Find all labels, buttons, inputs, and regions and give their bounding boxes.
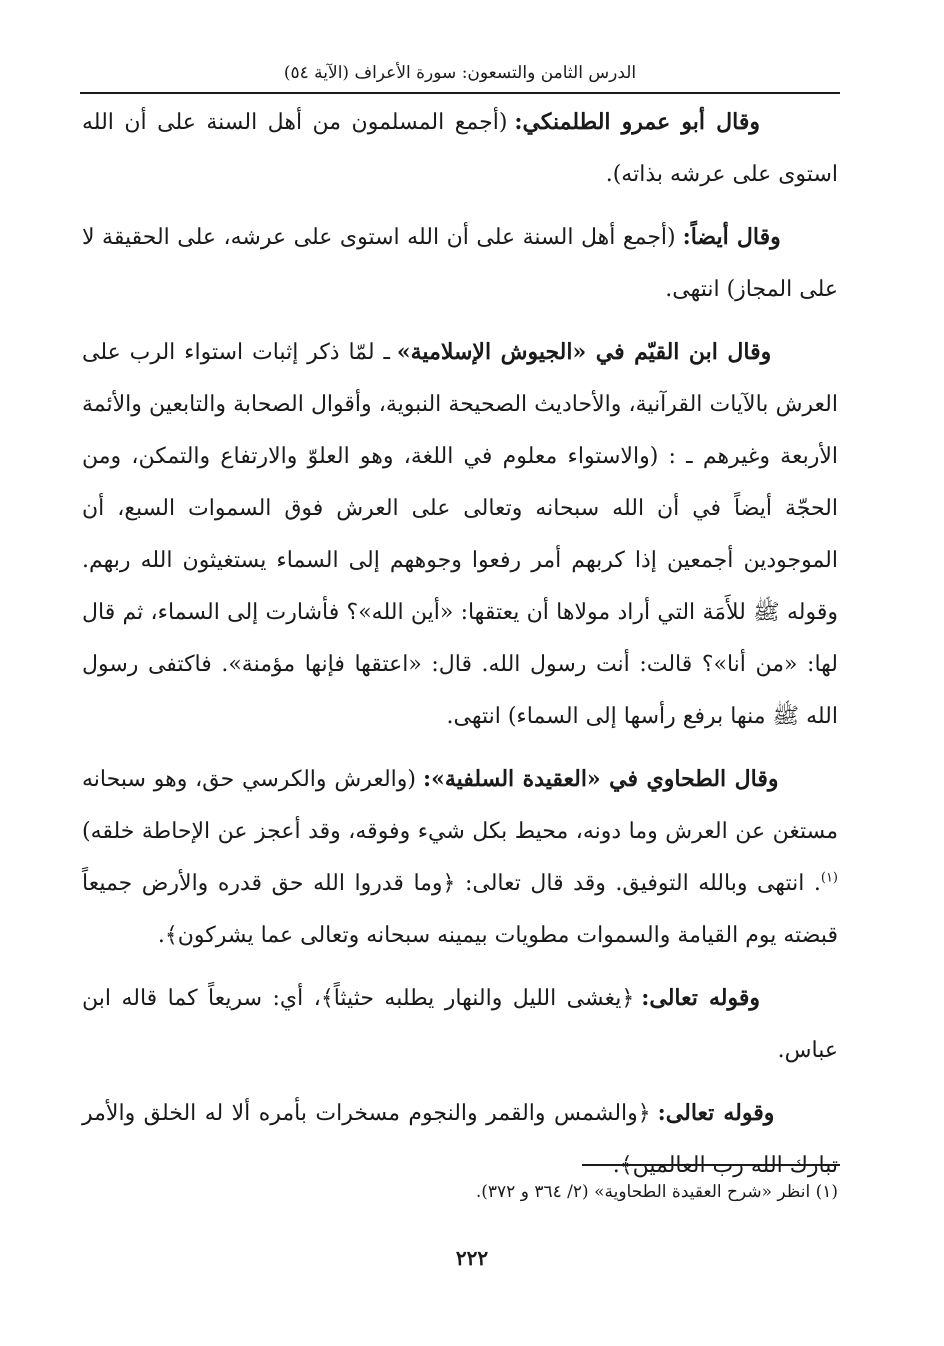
header-rule xyxy=(80,92,840,94)
paragraph-text: (أجمع المسلمون من أهل السنة على أن الله استوى على عرشه بذاته). xyxy=(82,110,838,187)
running-header: الدرس الثامن والتسعون: سورة الأعراف (الآية ٥٤) xyxy=(283,63,637,83)
paragraph-talamanki xyxy=(82,96,838,201)
body-text xyxy=(82,96,838,1202)
paragraph-ibn-al-qayyim xyxy=(82,326,838,743)
paragraph-text: ﴿يغشى الليل والنهار يطلبه حثيثاً﴾، أي: سريعاً كما قاله ابن عباس. xyxy=(82,986,838,1063)
paragraph-yughshi xyxy=(82,972,838,1077)
paragraph-lead: وقال الطحاوي في «العقيدة السلفية»: xyxy=(423,766,779,792)
paragraph-text: (أجمع أهل السنة على أن الله استوى على عرشه، على الحقيقة لا على المجاز) انتهى. xyxy=(82,225,838,302)
footnote-reference[interactable]: (١) xyxy=(820,870,838,886)
paragraph-text-continued: . انتهى وبالله التوفيق. وقد قال تعالى: ﴿وما قدروا الله حق قدره والأرض جميعاً قبضته يوم القيامة والسموات مطويات بيمينه سبحانه وتعالى عما يشركون﴾. xyxy=(82,871,838,948)
paragraph-text: ﴿والشمس والقمر والنجوم مسخرات بأمره ألا له الخلق والأمر تبارك الله رب العالمين﴾. xyxy=(82,1101,838,1178)
paragraph-text: (والعرش والكرسي حق، وهو سبحانه مستغن عن العرش وما دونه، محيط بكل شيء وفوقه، وقد أعجز عن الإحاطة خلقه) xyxy=(82,767,838,844)
paragraph-lead: وقوله تعالى: xyxy=(657,1100,775,1126)
paragraph-lead: وقال أيضاً: xyxy=(682,224,781,250)
paragraph-talamanki-also xyxy=(82,211,838,316)
paragraph-lead: وقال ابن القيّم في «الجيوش الإسلامية» xyxy=(396,339,772,365)
paragraph-shams xyxy=(82,1087,838,1192)
paragraph-text: ـ لمّا ذكر إثبات استواء الرب على العرش بالآيات القرآنية، والأحاديث الصحيحة النبوية، وأقوال الصحابة والتابعين والأئمة الأربعة وغيرهم ـ : (والاستواء معلوم في اللغة، وهو العلوّ والارتفاع والتمكن، ومن الحجّة أيضاً في أن الله سبحانه وتعالى على العرش فوق السموات السبع، أن الموجودين أجمعين إذا كربهم أمر رفعوا وجوههم إلى السماء يستغيثون الله ربهم. وقوله ﷺ للأَمَة التي أراد مولاها أن يعتقها: «أين الله»؟ فأشارت إلى السماء، ثم قال لها: «من أنا»؟ قالت: أنت رسول الله. قال: «اعتقها فإنها مؤمنة». فاكتفى رسول الله ﷺ منها برفع رأسها إلى السماء) انتهى. xyxy=(82,340,838,729)
footnote: (١) انظر «شرح العقيدة الطحاوية» (٢/ ٣٦٤ و ٣٧٢). xyxy=(475,1182,838,1202)
paragraph-tahawi xyxy=(82,753,838,962)
footnote-rule xyxy=(582,1164,840,1166)
paragraph-lead: وقال أبو عمرو الطلمنكي: xyxy=(514,109,760,135)
page-number: ٢٢٢ xyxy=(455,1246,489,1270)
paragraph-lead: وقوله تعالى: xyxy=(641,985,760,1011)
